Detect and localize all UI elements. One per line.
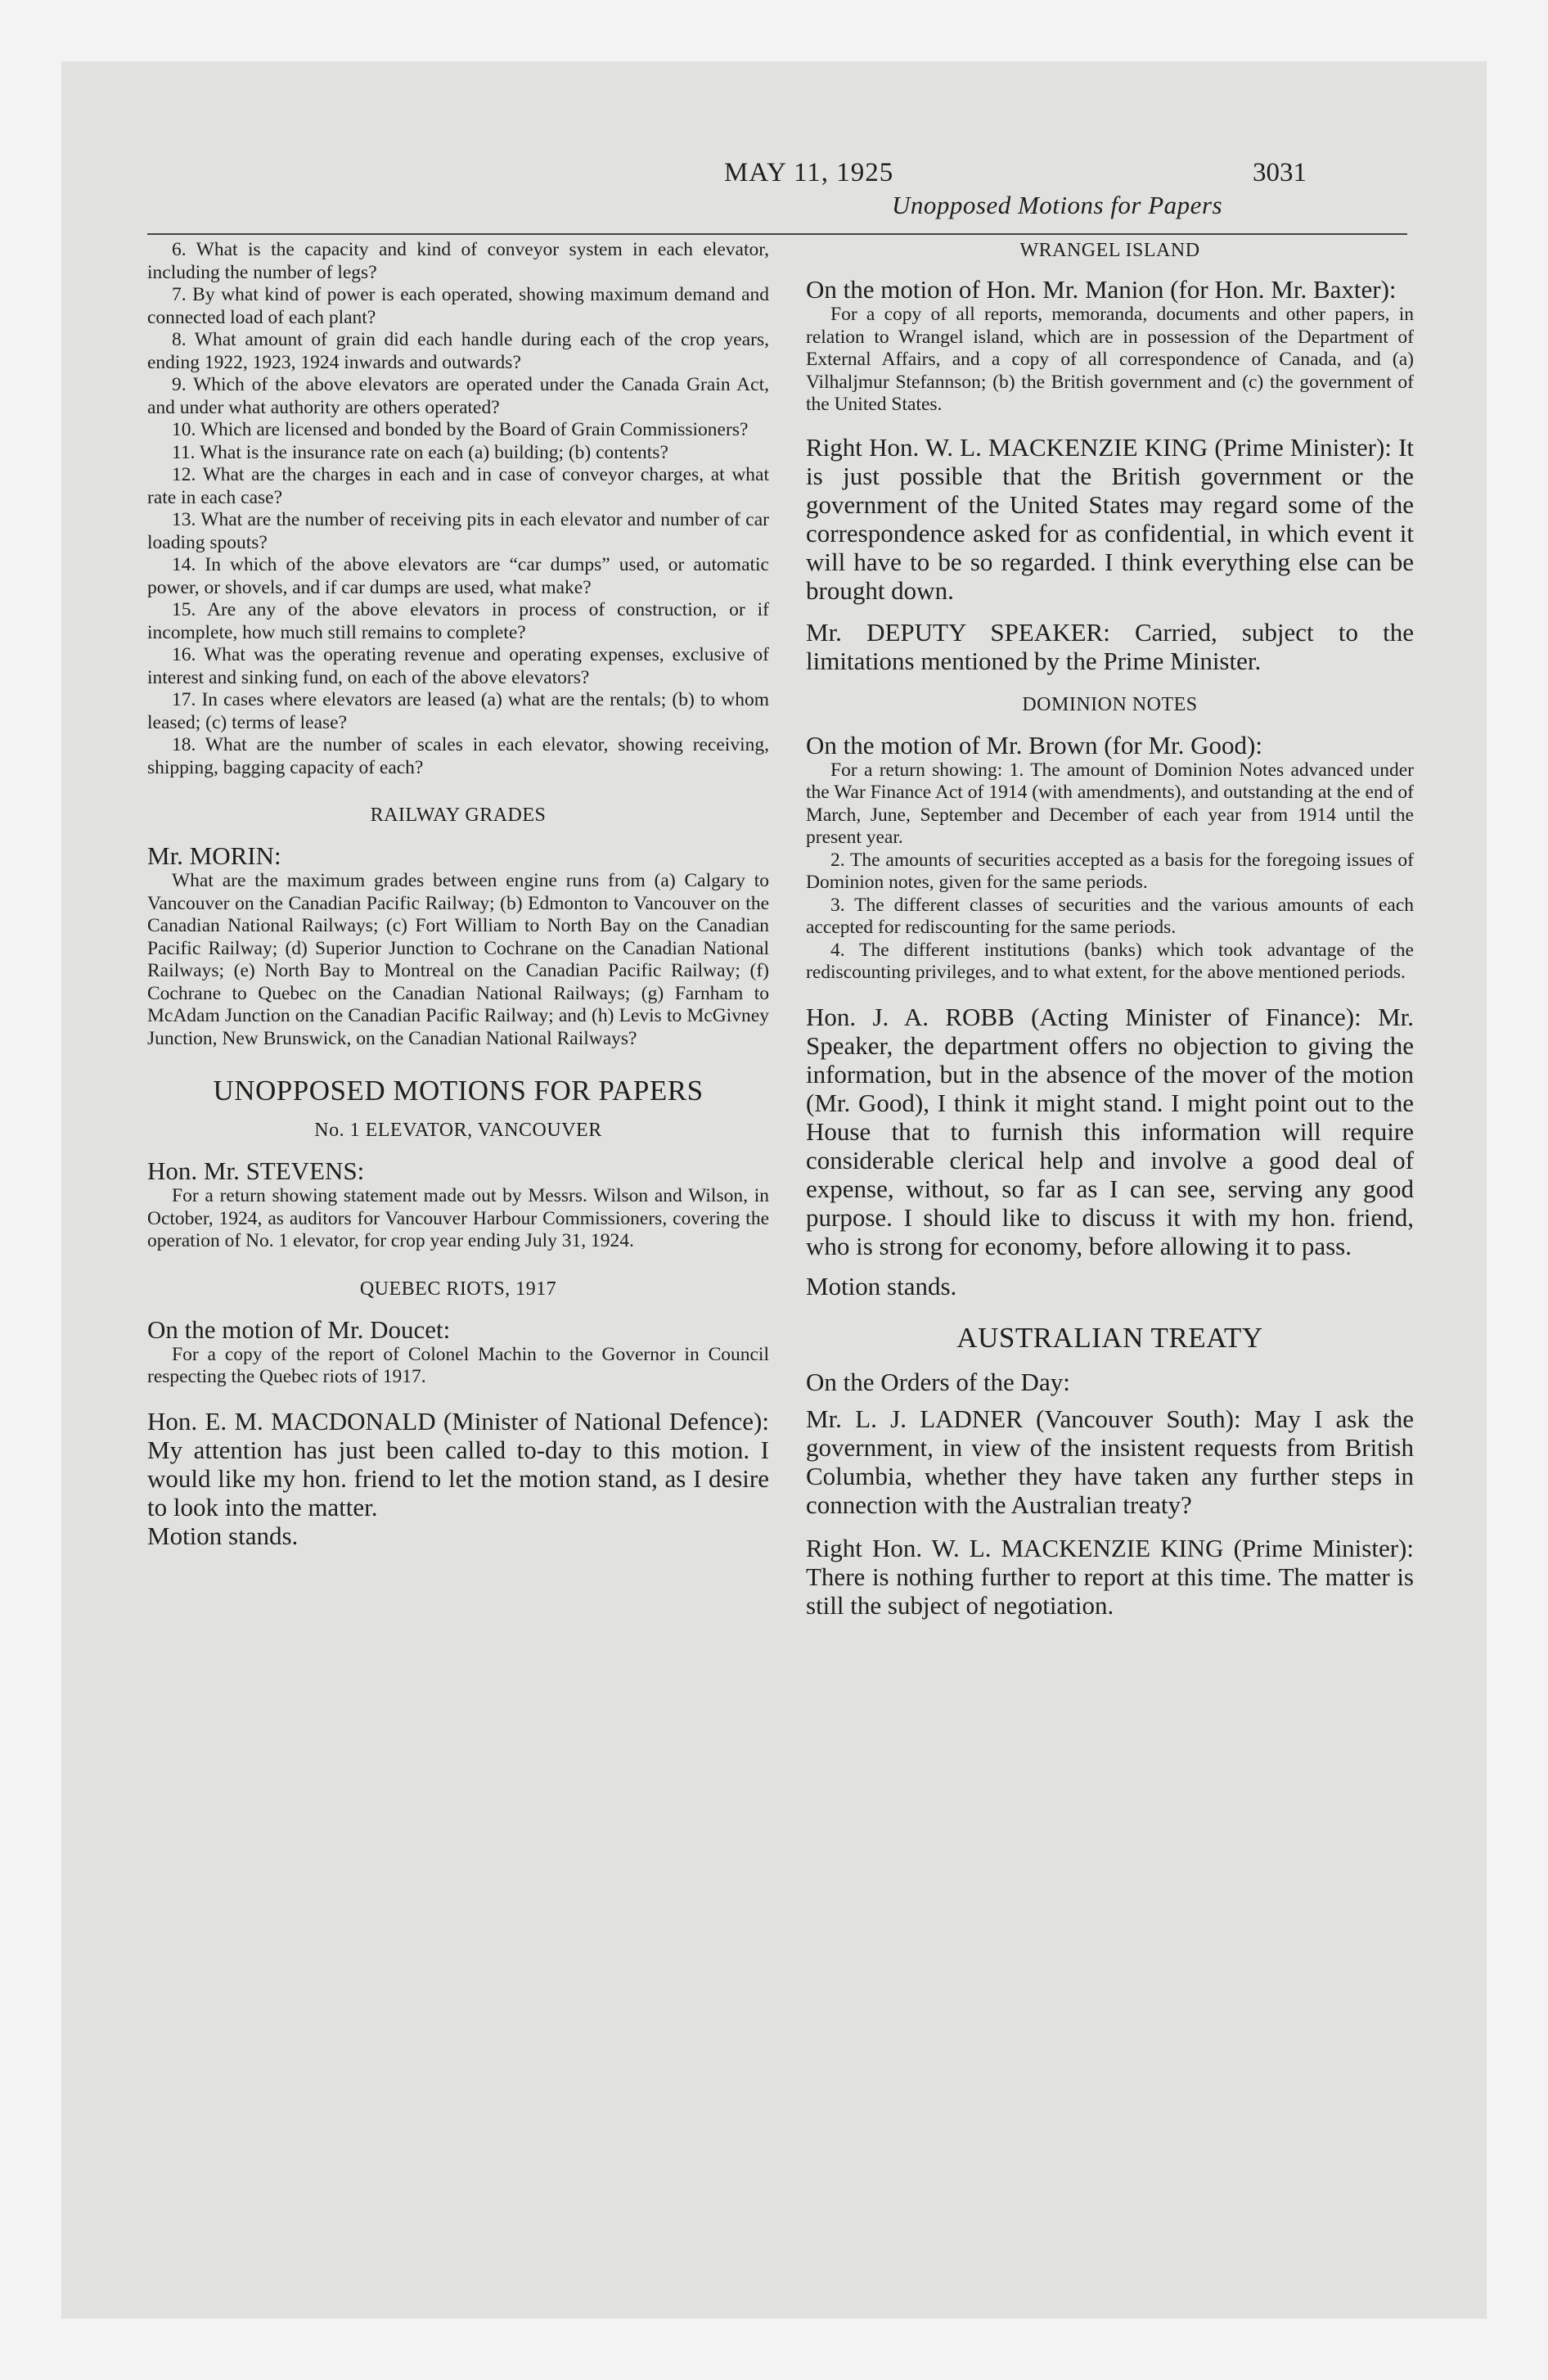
king-remarks-1: Right Hon. W. L. MACKENZIE KING (Prime Minister): It is just possible that the British government or the government of the United States may regard some of the correspondence asked for as confidential, in which event it will have to be so regarded. I think everything else can be brought down. — [806, 432, 1414, 605]
question-8: 8. What amount of grain did each handle during each of the crop years, ending 1922, 1923, 1924 inwards and outwards? — [147, 329, 769, 373]
manion-motion: For a copy of all reports, memoranda, documents and other papers, in relation to Wrangel island, which are in possession of the Department of External Affairs, and a copy of all correspondence of Canada, and (a) Vilhaljmur Stefannson; (b) the British government and (c) the government of the United States. — [806, 304, 1414, 415]
motion-stands-2: Motion stands. — [806, 1271, 957, 1300]
question-13: 13. What are the number of receiving pits in each elevator and number of car loading spouts? — [147, 509, 769, 553]
brown-item-4: 4. The different institutions (banks) which took advantage of the rediscounting privileges, and to what extent, for the above mentioned periods. — [806, 939, 1414, 983]
header-date: MAY 11, 1925 — [724, 158, 894, 187]
question-15: 15. Are any of the above elevators in process of construction, or if incomplete, how much still remains to complete? — [147, 599, 769, 643]
question-7: 7. By what kind of power is each operated, showing maximum demand and connected load of each plant? — [147, 284, 769, 328]
page-number: 3031 — [1253, 158, 1307, 187]
motion-stands-1: Motion stands. — [147, 1521, 299, 1550]
question-9: 9. Which of the above elevators are operated under the Canada Grain Act, and under what authority are others operated? — [147, 374, 769, 418]
right-column — [806, 239, 1414, 1620]
doucet-motion-line: On the motion of Mr. Doucet: — [147, 1314, 451, 1344]
brown-item-1: For a return showing: 1. The amount of Dominion Notes advanced under the War Finance Act of 1914 (with amendments), and outstanding at the end of March, June, September and December of each year from 1914 until the present year. — [806, 759, 1414, 848]
orders-of-the-day: On the Orders of the Day: — [806, 1367, 1070, 1396]
doucet-motion: For a copy of the report of Colonel Machin to the Governor in Council respecting the Quebec riots of 1917. — [147, 1343, 769, 1387]
question-6: 6. What is the capacity and kind of conveyor system in each elevator, including the number of legs? — [147, 239, 769, 283]
section-heading-unopposed-motions: UNOPPOSED MOTIONS FOR PAPERS — [213, 1075, 704, 1107]
section-heading-australian-treaty: AUSTRALIAN TREATY — [956, 1321, 1263, 1354]
header-rule — [147, 233, 1407, 235]
question-12: 12. What are the charges in each and in case of conveyor charges, at what rate in each case? — [147, 464, 769, 508]
manion-motion-line: On the motion of Hon. Mr. Manion (for Hon. Mr. Baxter): — [806, 275, 1397, 304]
section-heading-dominion-notes: DOMINION NOTES — [1022, 693, 1198, 715]
morin-question: What are the maximum grades between engine runs from (a) Calgary to Vancouver on the Canadian Pacific Railway; (b) Edmonton to Vancouver on the Canadian National Railways; (c) Fort William to North Bay on the Canadian Pacific Railway; (d) Superior Junction to Cochrane on the Canadian National Railways; (e) North Bay to Montreal on the Canadian Pacific Railway; (f) Cochrane to Quebec on the Canadian National Railways; (g) Farnham to McAdam Junction on the Canadian Pacific Railway; and (h) Levis to McGivney Junction, New Brunswick, on the Canadian National Railways? — [147, 870, 769, 1049]
section-heading-railway-grades: RAILWAY GRADES — [370, 805, 547, 826]
brown-item-2: 2. The amounts of securities accepted as a basis for the foregoing issues of Dominion notes, given for the same periods. — [806, 849, 1414, 893]
deputy-speaker-remarks: Mr. DEPUTY SPEAKER: Carried, subject to the limitations mentioned by the Prime Minister. — [806, 617, 1414, 675]
left-column — [147, 239, 769, 1550]
question-11: 11. What is the insurance rate on each (a) building; (b) contents? — [172, 441, 668, 463]
robb-remarks: Hon. J. A. ROBB (Acting Minister of Finance): Mr. Speaker, the department offers no objection to giving the information, but in the absence of the mover of the motion (Mr. Good), I think it might stand. I might point out to the House that to furnish this information will require considerable clerical help and involve a good deal of expense, without, so far as I can see, serving any good purpose. I should like to discuss it with my hon. friend, who is strong for economy, before allowing it to pass. — [806, 1002, 1414, 1260]
question-17: 17. In cases where elevators are leased (a) what are the rentals; (b) to whom leased; (c) terms of lease? — [147, 689, 769, 733]
question-14: 14. In which of the above elevators are “car dumps” used, or automatic power, or shovels, and if car dumps are used, what make? — [147, 554, 769, 598]
question-10: 10. Which are licensed and bonded by the Board of Grain Commissioners? — [172, 419, 749, 440]
section-heading-wrangel-island: WRANGEL ISLAND — [1019, 240, 1200, 261]
king-remarks-2: Right Hon. W. L. MACKENZIE KING (Prime Minister): There is nothing further to report at this time. The matter is still the subject of negotiation. — [806, 1533, 1414, 1620]
brown-item-3: 3. The different classes of securities and the various amounts of each accepted for rediscounting for the same periods. — [806, 894, 1414, 938]
speaker-morin: Mr. MORIN: — [147, 841, 281, 870]
macdonald-remarks: Hon. E. M. MACDONALD (Minister of National Defence): My attention has just been called to-day to this motion. I would like my hon. friend to let the motion stand, as I desire to look into the matter. — [147, 1406, 769, 1521]
question-18: 18. What are the number of scales in each elevator, showing receiving, shipping, bagging capacity of each? — [147, 734, 769, 778]
question-16: 16. What was the operating revenue and operating expenses, exclusive of interest and sinking fund, on each of the above elevators? — [147, 644, 769, 688]
section-heading-elevator: No. 1 ELEVATOR, VANCOUVER — [314, 1120, 602, 1141]
ladner-question: Mr. L. J. LADNER (Vancouver South): May I ask the government, in view of the insistent requests from British Columbia, whether they have taken any further steps in connection with the Australian treaty? — [806, 1404, 1414, 1519]
speaker-stevens: Hon. Mr. STEVENS: — [147, 1156, 365, 1185]
brown-motion-line: On the motion of Mr. Brown (for Mr. Good): — [806, 730, 1262, 760]
section-heading-quebec-riots: QUEBEC RIOTS, 1917 — [359, 1278, 557, 1300]
stevens-motion: For a return showing statement made out by Messrs. Wilson and Wilson, in October, 1924, as auditors for Vancouver Harbour Commissioners, covering the operation of No. 1 elevator, for crop year ending July 31, 1924. — [147, 1185, 769, 1251]
running-title: Unopposed Motions for Papers — [892, 191, 1223, 219]
